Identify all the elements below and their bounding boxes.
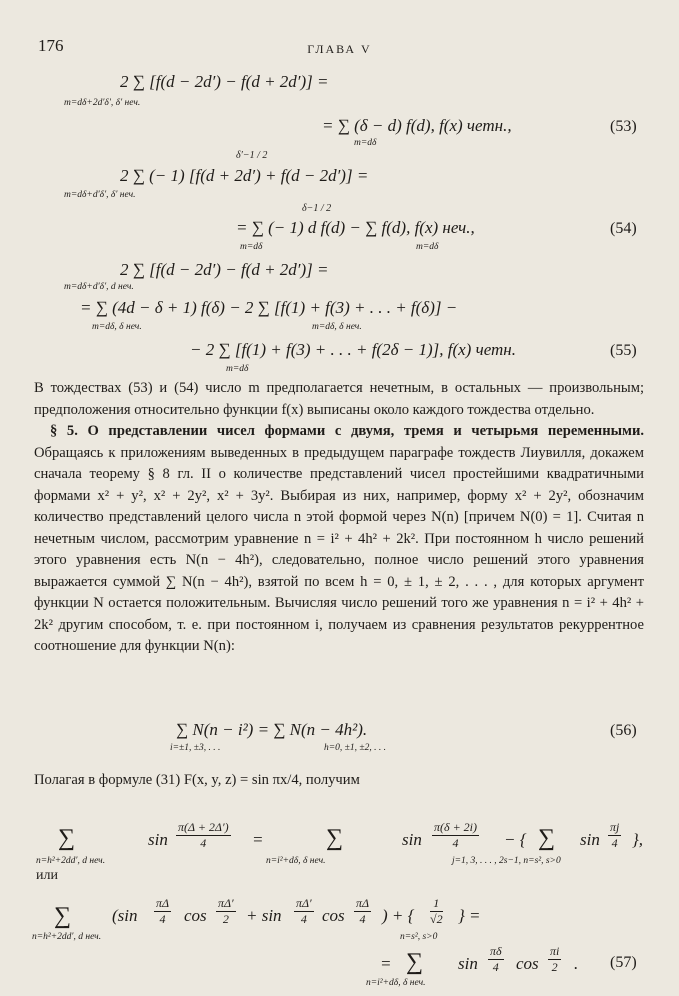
fraction-9: $\frac{\pi\delta}{4}$ [490, 944, 502, 974]
period: . [574, 954, 579, 973]
formula-57b-sub: n=h²+2dd′, d неч. [32, 932, 102, 942]
formula-57a-sub3: j=1, 3, . . . , 2s−1, n=s², s>0 [452, 856, 561, 866]
paragraph-formula-31: Полагая в формуле (31) F(x, y, z) = sin πx/4, получим [34, 772, 360, 788]
plus-brace: ) + { [382, 906, 415, 925]
plus-sin: + sin [246, 906, 282, 925]
formula-53-lhs-sub: m=dδ+2d′δ′, δ′ неч. [64, 98, 141, 108]
body-text-1 [34, 378, 644, 658]
paragraph-section-5 [34, 421, 644, 658]
formula-54-rhs-sub2: m=dδ [416, 242, 439, 252]
formula-57a-sub1: n=h²+2dd′, d неч. [36, 856, 106, 866]
close-brace: }, [632, 830, 644, 849]
fraction-4: $\frac{\pi\Delta}{4}$ [156, 896, 170, 926]
equation-number-54: (54) [610, 220, 637, 237]
formula-54-rhs: = ∑ (− 1) d f(d) − ∑ f(d), f(x) неч., [236, 218, 475, 237]
formula-56: ∑ N(n − i²) = ∑ N(n − 4h²). [176, 720, 368, 739]
formula-55-line2-sub1: m=dδ, δ неч. [92, 322, 142, 332]
formula-55-lhs: 2 ∑ [f(d − 2d′) − f(d + 2d′)] = [120, 260, 329, 279]
formula-57b-sub2: n=s², s>0 [400, 932, 438, 942]
equals-sign-2: = [380, 954, 392, 973]
equation-number-57: (57) [610, 954, 637, 971]
formula-54-lhs: 2 ∑ (− 1) [f(d + 2d′) + f(d − 2d′)] = [120, 166, 369, 185]
chapter-header: ГЛАВА V [307, 42, 372, 56]
formula-56-sub1: i=±1, ±3, . . . [170, 743, 221, 753]
formula-55-line3: − 2 ∑ [f(1) + f(3) + . . . + f(2δ − 1)], f(x) четн. [190, 340, 516, 359]
formula-53-lhs: 2 ∑ [f(d − 2d′) − f(d + 2d′)] = [120, 72, 329, 91]
sum-sign: ∑ [58, 825, 76, 851]
page-number: 176 [38, 36, 64, 55]
equals-sign: = [252, 830, 264, 849]
formula-53-rhs-sub: m=dδ [354, 138, 377, 148]
body-text-2 [34, 770, 644, 792]
formula-57c-sub: n=i²+dδ, δ неч. [366, 978, 426, 988]
equation-number-55: (55) [610, 342, 637, 359]
formula-57a-sub2: n=i²+dδ, δ неч. [266, 856, 326, 866]
formula-55-lhs-sub: m=dδ+d′δ′, d неч. [64, 282, 134, 292]
sum-sign-4: ∑ [54, 903, 72, 929]
formula-55-line3-sub: m=dδ [226, 364, 249, 374]
formula-54-exponent: δ′−1 / 2 [236, 150, 268, 161]
paragraph-identities: В тождествах (53) и (54) число m предполагается нечетным, в остальных — произвольным; предположения относительно функции f(x) выписаны около каждого тождества отдельно. [34, 380, 644, 418]
formula-54-rhs-sub1: m=dδ [240, 242, 263, 252]
cos-term-1: (sin [112, 906, 138, 925]
formula-56-sub2: h=0, ±1, ±2, . . . [324, 743, 386, 753]
sine-term-3: sin [580, 830, 600, 849]
fraction-8: $\frac{1}{√2}$ [430, 896, 443, 926]
sum-sign-2: ∑ [326, 825, 344, 851]
fraction-3: $\frac{\pi j}{4}$ [610, 820, 620, 850]
sum-sign-3: ∑ [538, 825, 556, 851]
fraction-6: $\frac{\pi\Delta'}{4}$ [296, 896, 312, 926]
formula-54-lhs-sub: m=dδ+d′δ′, δ′ неч. [64, 190, 136, 200]
formula-53-rhs: = ∑ (δ − d) f(d), f(x) четн., [322, 116, 512, 135]
close-brace-equals: } = [458, 906, 481, 925]
section-heading: § 5. О представлении чисел формами с двумя, тремя и четырьмя переменными. [50, 423, 644, 439]
cos-label-1: cos [184, 906, 207, 925]
fraction-7: $\frac{\pi\Delta}{4}$ [356, 896, 370, 926]
fraction-10: $\frac{\pi i}{2}$ [550, 944, 560, 974]
sum-sign-5: ∑ [406, 949, 424, 975]
fraction-2: $\frac{\pi(\delta + 2i)}{4}$ [434, 820, 478, 850]
formula-55-line2-sub2: m=dδ, δ неч. [312, 322, 362, 332]
equation-number-53: (53) [610, 118, 637, 135]
equation-number-56: (56) [610, 722, 637, 739]
paragraph-section-5-text: Обращаясь к приложениям выведенных в предыдущем параграфе тождеств Лиувилля, докажем сначала теорему § 8 гл. II о количестве представлений чисел простейшими квадратичными формами x² + y², x² + 2y², x² + 3y². Выбирая из них, например, форму x² + 2y², обозначим количество представлений целого числа n этой формой через N(n) [причем N(0) = 1]. Считая n нечетным числом, рассмотрим уравнение n = i² + 4h² + 2k². При постоянном h число решений этого уравнения есть N(n − 4h²), следовательно, полное число решений этого уравнения выражается суммой ∑ N(n − 4h²), взятой по всем h = 0, ± 1, ± 2, . . . , для которых аргумент функции N остается положительным. Вычисляя число решений того же уравнения n = i² + 4h² + 2k² другим способом, т. е. при постоянном i, получаем из сравнения результатов рекуррентное соотношение для функции N(n): [34, 444, 644, 654]
fraction-1: $\frac{\pi(\Delta + 2\Delta')}{4}$ [178, 820, 229, 850]
formula-54-exponent-2: δ−1 / 2 [302, 203, 332, 214]
cos-label-3: cos [516, 954, 539, 973]
fraction-5: $\frac{\pi\Delta'}{2}$ [218, 896, 234, 926]
or-word: или [36, 868, 58, 883]
minus-brace: − { [504, 830, 527, 849]
sine-term-1: sin [148, 830, 168, 849]
formula-55-line2: = ∑ (4d − δ + 1) f(δ) − 2 ∑ [f(1) + f(3) + . . . + f(δ)] − [80, 298, 458, 317]
sine-term-4: sin [458, 954, 478, 973]
cos-label-2: cos [322, 906, 345, 925]
sine-term-2: sin [402, 830, 422, 849]
